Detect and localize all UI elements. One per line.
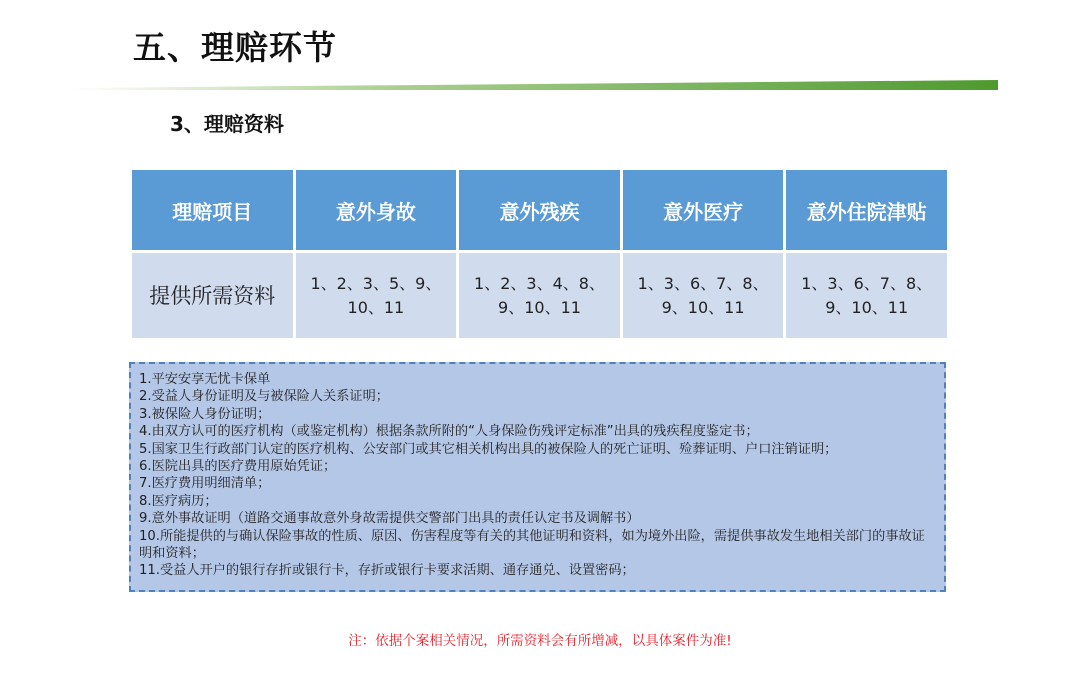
section-subtitle: 3、理赔资料: [170, 112, 284, 136]
header-accidental-disability: 意外残疾: [459, 170, 620, 250]
list-item: 6.医院出具的医疗费用原始凭证；: [139, 459, 337, 475]
header-hospital-allowance: 意外住院津贴: [786, 170, 947, 250]
page-title: 五、理赔环节: [133, 28, 337, 67]
header-accidental-medical: 意外医疗: [623, 170, 784, 250]
list-item: 1.平安安享无忧卡保单: [139, 372, 271, 387]
list-item: 3.被保险人身份证明；: [139, 406, 271, 422]
cell-medical-materials: 1、3、6、7、8、9、10、11: [623, 253, 784, 338]
list-item: 8.医疗病历；: [139, 493, 218, 509]
header-claim-item: 理赔项目: [132, 170, 293, 250]
list-item: 10.所能提供的与确认保险事故的性质、原因、伤害程度等有关的其他证明和资料，如为境外出险，需提供事故发生地相关部门的事故证明和资料；: [139, 528, 925, 562]
list-item: 2.受益人身份证明及与被保险人关系证明；: [139, 389, 389, 405]
footnote-disclaimer: 注：依据个案相关情况，所需资料会有所增减，以具体案件为准!: [348, 633, 732, 649]
list-item: 11.受益人开户的银行存折或银行卡，存折或银行卡要求活期、通存通兑、设置密码；: [139, 563, 635, 579]
table-header-row: [132, 170, 947, 250]
cell-death-materials: 1、2、3、5、9、10、11: [296, 253, 457, 338]
title-underline-bar: [70, 80, 998, 90]
list-item: 4.由双方认可的医疗机构（或鉴定机构）根据条款所附的“人身保险伤残评定标准”出具的残疾程度鉴定书；: [139, 424, 759, 440]
list-item: 7.医疗费用明细清单；: [139, 476, 271, 492]
materials-list-box: [129, 362, 946, 592]
claims-materials-table: [129, 167, 950, 341]
row-label-required-materials: 提供所需资料: [132, 253, 293, 338]
cell-disability-materials: 1、2、3、4、8、9、10、11: [459, 253, 620, 338]
header-accidental-death: 意外身故: [296, 170, 457, 250]
table-row: [132, 253, 947, 338]
list-item: 9.意外事故证明（道路交通事故意外身故需提供交警部门出具的责任认定书及调解书）: [139, 511, 640, 527]
list-item: 5.国家卫生行政部门认定的医疗机构、公安部门或其它相关机构出具的被保险人的死亡证明、殓葬证明、户口注销证明；: [139, 441, 838, 457]
cell-allowance-materials: 1、3、6、7、8、9、10、11: [786, 253, 947, 338]
